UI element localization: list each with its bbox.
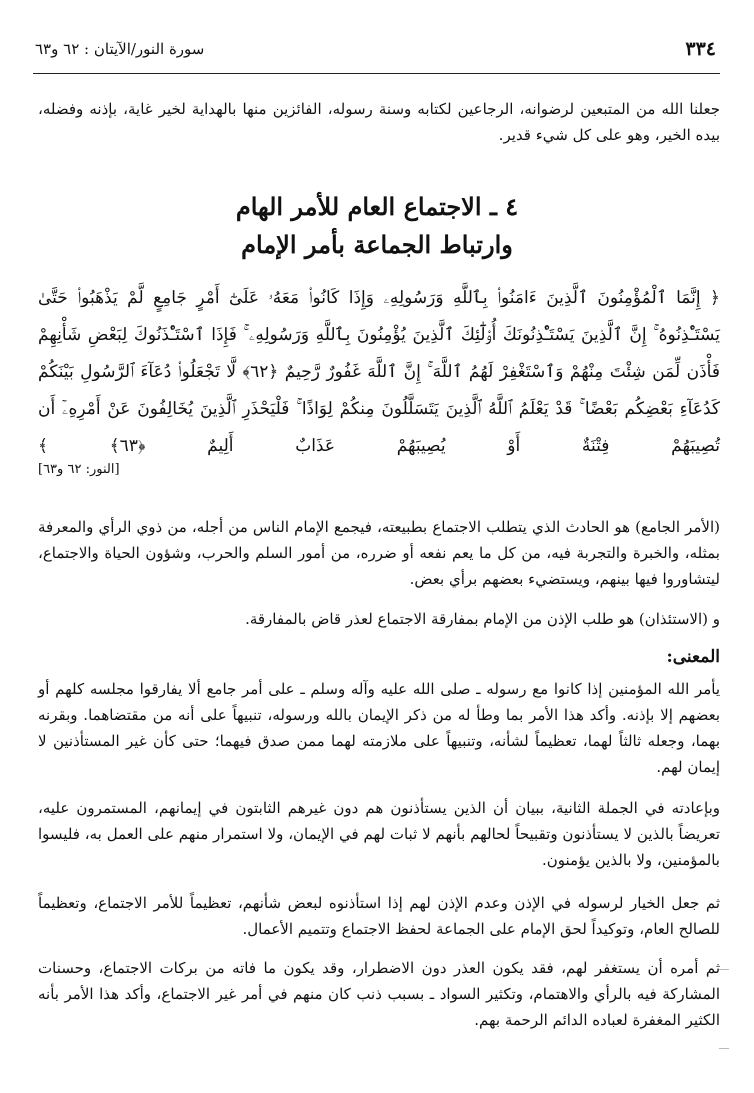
section-title-line-1: ٤ ـ الاجتماع العام للأمر الهام xyxy=(235,192,519,221)
intro-paragraph: جعلنا الله من المتبعين لرضوانه، الرجاعين لكتابه وسنة رسوله، الفائزين منها بالهداية لخير غاية، بإذنه وفضله، بيده الخير، وهو على كل شيء قدير. xyxy=(38,100,720,144)
quran-verse: ﴿ إِنَّمَا ٱلْمُؤْمِنُونَ ٱلَّذِينَ ءَامَنُوا۟ بِٱللَّهِ وَرَسُولِهِۦ وَإِذَا كَانُوا۟ مَعَهُۥ عَلَىٰٓ أَمْرٍ جَامِعٍ لَّمْ يَذْهَبُوا۟ حَتَّىٰ يَسْتَـْٔذِنُوهُ ۚ إِنَّ ٱلَّذِينَ يَسْتَـْٔذِنُونَكَ أُو۟لَٰٓئِكَ ٱلَّذِينَ يُؤْمِنُونَ بِٱللَّهِ وَرَسُولِهِۦ ۚ فَإِذَا ٱسْتَـْٔذَنُوكَ لِبَعْضِ شَأْنِهِمْ فَأْذَن لِّمَن شِئْتَ مِنْهُمْ وَٱسْتَغْفِرْ لَهُمُ ٱللَّهَ ۚ إِنَّ ٱللَّهَ غَفُورٌ رَّحِيمٌ ﴿٦٢﴾ لَّا تَجْعَلُوا۟ دُعَآءَ ٱلرَّسُولِ بَيْنَكُمْ كَدُعَآءِ بَعْضِكُم بَعْضًا ۚ قَدْ يَعْلَمُ ٱللَّهُ ٱلَّذِينَ يَتَسَلَّلُونَ مِنكُمْ لِوَاذًا ۚ فَلْيَحْذَرِ ٱلَّذِينَ يُخَالِفُونَ عَنْ أَمْرِهِۦٓ أَن تُصِيبَهُمْ فِتْنَةٌ أَوْ يُصِيبَهُمْ عَذَابٌ أَلِيمٌ ﴿٦٣﴾ ﴾ xyxy=(38,288,721,456)
header-rule xyxy=(33,73,720,74)
page-header xyxy=(33,30,720,74)
verse-citation: [النور: ٦٢ و٦٣] xyxy=(38,462,120,477)
meaning-heading: المعنى: xyxy=(666,647,720,667)
running-title: سورة النور/الآيتان : ٦٢ و٦٣ xyxy=(35,40,205,58)
meaning-paragraph-1: يأمر الله المؤمنين إذا كانوا مع رسوله ـ صلى الله عليه وآله وسلم ـ على أمر جامع ألا يفارقوا مجلسه كلهم أو بعضهم إلا بإذنه. وأكد هذا الأمر بما وطأ له من ذكر الإيمان بالله ورسوله، تنبيهاً على أنه من مقتضاهما. وبقرنه بهما، وجعله ثالثاً لهما، تعظيماً لشأنه، وتنبيهاً على ملازمته لهما ممن صدق فيهما؛ حتى كأن غير المستأذنين لا إيمان لهم. xyxy=(38,680,720,776)
margin-mark xyxy=(719,1048,729,1049)
meaning-paragraph-2: وبإعادته في الجملة الثانية، ببيان أن الذين يستأذنون هم دون غيرهم الثابتون في إيمانهم، المستمرون عليه، تعريضاً بالذين لا يستأذنون وتقبيحاً لحالهم بأنهم لا ثبات لهم في الإيمان، ولا استمرار منهم على العمل به، فليسوا بالمؤمنين، ولا بالذين يؤمنون. xyxy=(38,799,720,869)
meaning-paragraph-4: ثم أمره أن يستغفر لهم، فقد يكون العذر دون الاضطرار، وقد يكون ما فاته من بركات الاجتماع، وحسنات المشاركة فيه بالرأي والاهتمام، وتكثير السواد ـ بسبب ذنب كان منهم في أمر غير الاجتماع، وأكد هذا الأمر بأنه الكثير المغفرة لعباده الدائم الرحمة بهم. xyxy=(38,959,720,1029)
section-title-line-2: وارتباط الجماعة بأمر الإمام xyxy=(241,230,513,259)
page-number: ٣٣٤ xyxy=(685,38,716,60)
margin-mark xyxy=(719,969,729,970)
definition-amr-jami: (الأمر الجامع) هو الحادث الذي يتطلب الاجتماع بطبيعته، فيجمع الإمام الناس من أجله، من ذوي الرأي والمعرفة بمثله، والخبرة والتجربة فيه، من كل ما يعم نفعه أو ضرره، من أمور السلم والحرب، وشؤون الحياة والاجتماع، ليتشاوروا فيها بينهم، ويستضيء بعضهم برأي بعض. xyxy=(38,518,720,588)
definition-istidhan: و (الاستئذان) هو طلب الإذن من الإمام بمفارقة الاجتماع لعذر قاض بالمفارقة. xyxy=(245,610,720,628)
meaning-paragraph-3: ثم جعل الخيار لرسوله في الإذن وعدم الإذن لهم إذا استأذنوه لبعض شأنهم، تعظيماً للأمر الاجتماع، وتعظيماً للصالح العام، وتوكيداً لحق الإمام على الجماعة لحفظ الاجتماع وتتميم الأعمال. xyxy=(38,894,720,938)
